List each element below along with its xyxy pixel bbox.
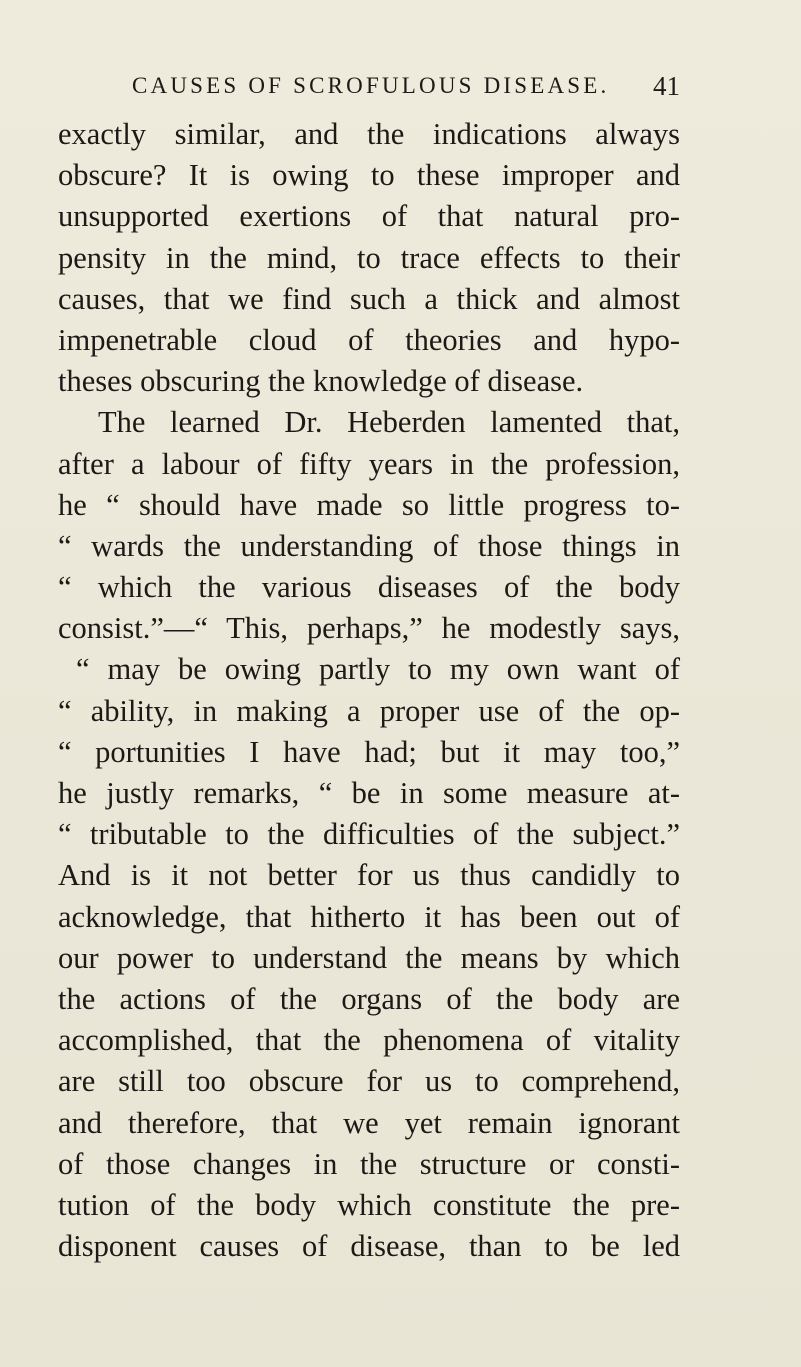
text-line: The learned Dr. Heberden lamented that, bbox=[98, 405, 680, 440]
text-line: our power to understand the means by which bbox=[58, 940, 680, 975]
text-line: acknowledge, that hitherto it has been out of bbox=[58, 899, 680, 934]
text-line: “ wards the understanding of those things in bbox=[58, 528, 680, 563]
text-line: impenetrable cloud of theories and hypo- bbox=[58, 322, 680, 357]
text-line: of those changes in the structure or consti- bbox=[58, 1146, 680, 1181]
text-line: and therefore, that we yet remain ignorant bbox=[58, 1105, 680, 1140]
text-line: “ may be owing partly to my own want of bbox=[76, 652, 680, 687]
text-line: causes, that we find such a thick and almost bbox=[58, 281, 680, 316]
text-line: accomplished, that the phenomena of vitality bbox=[58, 1023, 680, 1058]
text-line: he “ should have made so little progress to- bbox=[58, 487, 680, 522]
running-title: CAUSES OF SCROFULOUS DISEASE. bbox=[132, 73, 610, 98]
text-line: exactly similar, and the indications always bbox=[58, 117, 680, 151]
text-line: “ ability, in making a proper use of the op- bbox=[58, 693, 680, 728]
body-text bbox=[58, 114, 680, 1267]
text-line: after a labour of fifty years in the profession, bbox=[58, 446, 680, 481]
text-line: disponent causes of disease, than to be led bbox=[58, 1229, 680, 1264]
text-line: consist.”—“ This, perhaps,” he modestly says, bbox=[58, 611, 680, 646]
text-line: “ portunities I have had; but it may too,” bbox=[58, 734, 680, 769]
text-line: pensity in the mind, to trace effects to their bbox=[58, 240, 680, 275]
text-line: obscure? It is owing to these improper and bbox=[58, 158, 680, 193]
text-line: are still too obscure for us to comprehend, bbox=[58, 1064, 680, 1099]
running-head bbox=[132, 66, 680, 106]
text-line: “ tributable to the difficulties of the subject.” bbox=[58, 817, 680, 852]
text-line: the actions of the organs of the body are bbox=[58, 981, 680, 1016]
text-line: And is it not better for us thus candidly to bbox=[58, 858, 680, 893]
text-line: he justly remarks, “ be in some measure at- bbox=[58, 776, 680, 810]
text-line: theses obscuring the knowledge of disease. bbox=[58, 364, 584, 399]
text-line: “ which the various diseases of the body bbox=[58, 570, 680, 605]
page-number: 41 bbox=[653, 71, 680, 101]
text-line: tution of the body which constitute the pre- bbox=[58, 1187, 680, 1222]
text-line: unsupported exertions of that natural pro- bbox=[58, 199, 680, 234]
